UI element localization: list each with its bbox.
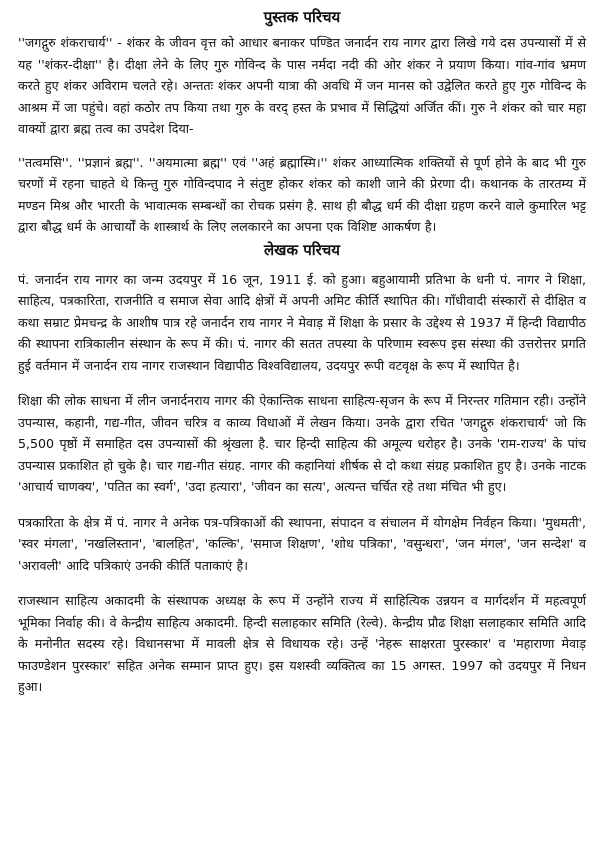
- author-intro-paragraph-2: शिक्षा की लोक साधना में लीन जनार्दनराय नागर की ऐकान्तिक साधना साहित्य-सृजन के रूप में निरन्तर गतिमान रही। उन्होंने उपन्यास, कहानी, गद्य-गीत, जीवन चरित्र व काव्य विधाओं में लेखन किया। उनके द्वारा रचित 'जगद्गुरु शंकराचार्य' जो कि 5,500 पृष्ठों में समाहित दस उपन्यासों की श्रृंखला है. चार हिन्दी साहित्य की अमूल्य धरोहर है। उनके 'राम-राज्य' के पांच उपन्यास प्रकाशित हो चुके है। चार गद्य-गीत संग्रह. नागर की कहानियां शीर्षक से दो कथा संग्रह प्रकाशित हुए है। उनके नाटक 'आचार्य चाणक्य', 'पतित का स्वर्ग', 'उदा हत्यारा', 'जीवन का सत्य', अत्यन्त चर्चित रहे तथा मंचित भी हुए।: [18, 393, 586, 494]
- book-intro-paragraph-1: ''जगद्गुरु शंकराचार्य'' - शंकर के जीवन वृत्त को आधार बनाकर पण्डित जनार्दन राय नागर द्वारा लिखे गये दस उपन्यासों में से यह ''शंकर-दीक्षा'' है। दीक्षा लेने के लिए गुरु गोविन्द के पास नर्मदा नदी की ओर शंकर ने प्रयाण किया। गांव-गांव भ्रमण करते हुए शंकर अविराम चलते रहे। अन्ततः शंकर अपनी यात्रा की अवधि में जन मानस को उद्वेलित करते हुए गुरु गोविन्द के आश्रम में जा पहुंचे। वहां कठोर तप किया तथा गुरु के वरद् हस्त के प्रभाव में सिद्धियां अर्जित कीं। गुरु ने शंकर को चार महा वाक्यों द्वारा ब्रह्म तत्व का उपदेश दिया-: [18, 35, 586, 136]
- author-intro-paragraph-1: पं. जनार्दन राय नागर का जन्म उदयपुर में 16 जून, 1911 ई. को हुआ। बहुआयामी प्रतिभा के धनी पं. नागर ने शिक्षा, साहित्य, पत्रकारिता, राजनीति व समाज सेवा आदि क्षेत्रों में अपनी अमिट कीर्ति स्थापित की। गाँधीवादी संस्कारों से दीक्षित व कथा सम्राट प्रेमचन्द्र के आशीष पात्र रहे जनार्दन राय नागर ने मेवाड़ में शिक्षा के प्रसार के उद्देश्य से 1937 में हिन्दी विद्यापीठ की स्थापना रात्रिकालीन संस्थान के रूप में की। पं. नागर की सतत तपस्या के परिणाम स्वरूप इस संस्था की उत्तरोत्तर प्रगति हुई वर्तमान में जनार्दन राय नागर राजस्थान विद्यापीठ विश्वविद्यालय, उदयपुर रूपी वटवृक्ष के रूप में स्थापित है।: [18, 271, 586, 373]
- author-intro-paragraph-4: राजस्थान साहित्य अकादमी के संस्थापक अध्यक्ष के रूप में उन्होंने राज्य में साहित्यिक उन्नयन व मार्गदर्शन में महत्वपूर्ण भूमिका निर्वाह की। वे केन्द्रीय साहित्य अकादमी. हिन्दी सलाहकार समिति (रेल्वे). केन्द्रीय प्रौढ शिक्षा सलाहकार समिति आदि के मनोनीत सदस्य रहे। विधानसभा में मावली क्षेत्र से विधायक रहे। उन्हें 'नेहरू साक्षरता पुरस्कार' व 'महाराणा मेवाड़ फाउण्डेशन पुरस्कार' सहित अनेक सम्मान प्राप्त हुए। इस यशस्वी व्यक्तित्व का 15 अगस्त. 1997 को उदयपुर में निधन हुआ।: [18, 593, 586, 694]
- author-intro-heading: लेखक परिचय: [264, 240, 340, 259]
- book-intro-heading: पुस्तक परिचय: [263, 8, 341, 26]
- author-intro-paragraph-3: पत्रकारिता के क्षेत्र में पं. नागर ने अनेक पत्र-पत्रिकाओं की स्थापना, संपादन व संचालन में योगक्षेम निर्वहन किया। 'मुधमती', 'स्वर मंगला', 'नखलिस्तान', 'बालहित', 'कल्कि', 'समाज शिक्षण', 'शोध पत्रिका', 'वसुन्धरा', 'जन मंगल', 'जन सन्देश' व 'अरावली' आदि पत्रिकाएं उनकी कीर्ति पताकाएं है।: [18, 514, 586, 573]
- book-intro-paragraph-2: ''तत्वमसि''. ''प्रज्ञानं ब्रह्म''. ''अयमात्मा ब्रह्म'' एवं ''अहं ब्रह्मास्मि।'' शंकर आध्यात्मिक शक्तियों से पूर्ण होने के बाद भी गुरु चरणों में रहना चाहते थे किन्तु गुरु गोविन्दपाद ने संतुष्ट होकर शंकर को काशी जाने की प्रेरणा दी। कथानक के तारतम्य में मण्डन मिश्र और भारती के भावात्मक सम्बन्धों का रोचक प्रसंग है. साथ ही बौद्ध धर्म की दीक्षा ग्रहण करने वाले कुमारिल भट्ट द्वारा बौद्ध धर्म के आचार्यों के शास्त्रार्थ के लिए ललकारने का अपना एक विशिष्ट आकर्षण है।: [18, 154, 586, 234]
